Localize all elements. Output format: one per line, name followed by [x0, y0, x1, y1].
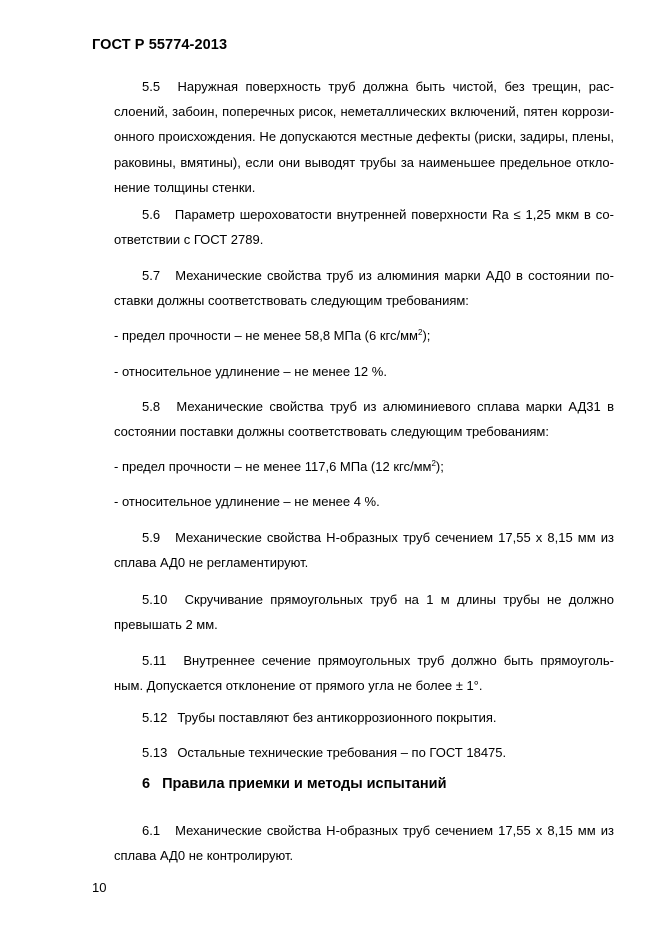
text-line: нение толщины стенки. — [114, 179, 256, 195]
text-line: Скручивание прямоугольных труб на 1 м длины трубы не должно — [184, 592, 614, 607]
paragraph-5-12 — [114, 705, 614, 730]
clause-number: 5.8 — [142, 399, 161, 414]
text-line: ответствии с ГОСТ 2789. — [114, 232, 264, 248]
paragraph-5-5 — [114, 74, 614, 200]
list-item-elongation-ad31: - относительное удлинение – не менее 4 %. — [114, 494, 380, 509]
text-line: сплава АД0 не контролируют. — [114, 848, 294, 864]
list-item-strength-ad0: - предел прочности – не менее 58,8 МПа (6 кгс/$мм^2$); — [114, 328, 431, 343]
text-line: онного происхождения. Не допускаются местные дефекты (риски, задиры, плены, — [114, 129, 614, 145]
section-title: Правила приемки и методы испытаний — [162, 776, 447, 792]
clause-number: 6.1 — [142, 823, 161, 838]
clause-number: 5.9 — [142, 530, 161, 545]
text-line: слоений, забоин, поперечных рисок, неметаллических включений, пятен коррози- — [114, 104, 614, 120]
text-line: Остальные технические требования – по ГОСТ 18475. — [177, 745, 507, 760]
text-line: Параметр шероховатости внутренней поверхности Ra ≤ 1,25 мкм в со- — [174, 207, 614, 222]
document-header: ГОСТ Р 55774-2013 — [92, 37, 228, 53]
paragraph-5-13 — [114, 740, 614, 765]
text-line: Механические свойства Н-образных труб сечением 17,55 x 8,15 мм из — [175, 823, 614, 838]
text-line: ным. Допускается отклонение от прямого угла не более ± 1°. — [114, 678, 483, 694]
text-line: сплава АД0 не регламентируют. — [114, 555, 309, 571]
clause-number: 5.11 — [142, 653, 167, 668]
paragraph-5-7 — [114, 263, 614, 313]
paragraph-5-10 — [114, 587, 614, 637]
text-line: Внутреннее сечение прямоугольных труб должно быть прямоуголь- — [183, 653, 614, 668]
page-number: 10 — [92, 880, 107, 895]
paragraph-5-6 — [114, 202, 614, 252]
paragraph-6-1 — [114, 818, 614, 868]
text-line: ставки должны соответствовать следующим требованиям: — [114, 293, 469, 309]
text-line: Наружная поверхность труб должна быть чистой, без трещин, рас- — [177, 79, 614, 94]
clause-number: 5.12 — [142, 710, 168, 725]
list-item-strength-ad31: - предел прочности – не менее 117,6 МПа (12 кгс/$мм^2$); — [114, 459, 444, 474]
text-line: Механические свойства труб из алюминиевого сплава марки АД31 в — [176, 399, 614, 414]
text-line: раковины, вмятины), если они выводят трубы за наименьшее предельное откло- — [114, 154, 614, 170]
text-line: превышать 2 мм. — [114, 617, 218, 633]
clause-number: 5.6 — [142, 207, 161, 222]
clause-number: 5.10 — [142, 592, 168, 607]
text-line: состоянии поставки должны соответствовать следующим требованиям: — [114, 424, 549, 440]
section-number: 6 — [142, 776, 151, 792]
clause-number: 5.13 — [142, 745, 168, 760]
list-item-elongation-ad0: - относительное удлинение – не менее 12 %. — [114, 364, 387, 379]
paragraph-5-9 — [114, 525, 614, 575]
section-6-heading — [142, 776, 447, 792]
paragraph-5-8 — [114, 394, 614, 444]
text-line: Механические свойства труб из алюминия марки АД0 в состоянии по- — [175, 268, 614, 283]
clause-number: 5.5 — [142, 79, 161, 94]
text-line: Трубы поставляют без антикоррозионного покрытия. — [177, 710, 497, 725]
clause-number: 5.7 — [142, 268, 161, 283]
text-line: Механические свойства Н-образных труб сечением 17,55 x 8,15 мм из — [175, 530, 614, 545]
paragraph-5-11 — [114, 648, 614, 698]
